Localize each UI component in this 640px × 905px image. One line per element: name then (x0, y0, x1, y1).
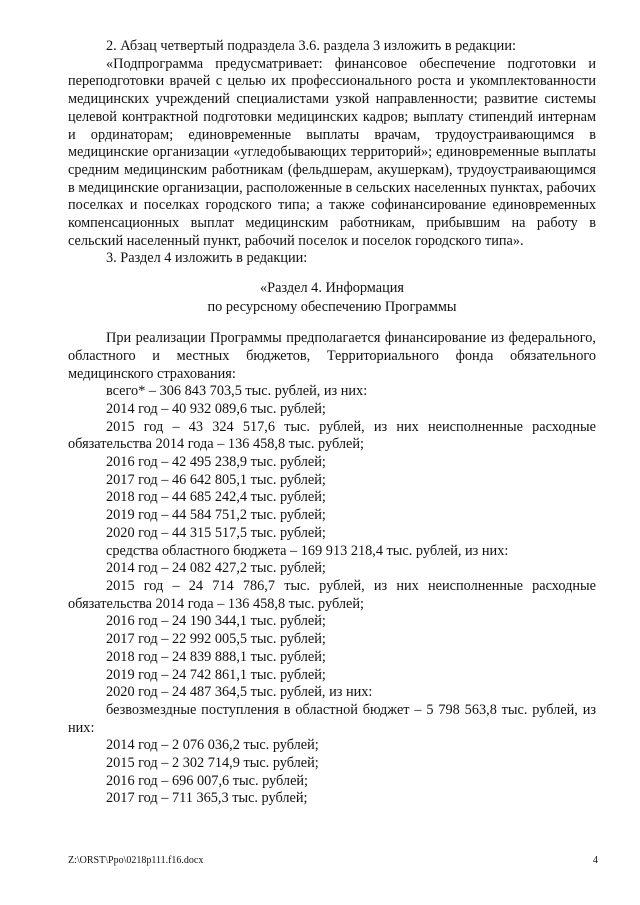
financing-regional: средства областного бюджета – 169 913 218,4 тыс. рублей, из них: (106, 542, 509, 559)
financing-total-2018: 2018 год – 44 685 242,4 тыс. рублей; (106, 489, 326, 506)
financing-total-2016: 2016 год – 42 495 238,9 тыс. рублей; (106, 454, 326, 471)
financing-total-2017: 2017 год – 46 642 805,1 тыс. рублей; (106, 471, 326, 488)
section-heading-line1: «Раздел 4. Информация (260, 280, 404, 297)
financing-gratuitous-2017: 2017 год – 711 365,3 тыс. рублей; (106, 790, 308, 807)
financing-regional-2016: 2016 год – 24 190 344,1 тыс. рублей; (106, 613, 326, 630)
financing-total-2015: 2015 год – 43 324 517,6 тыс. рублей, из них неисполненные расходные обязательства 2014 года – 136 458,8 тыс. рублей; (68, 418, 596, 453)
section-heading-line2: по ресурсному обеспечению Программы (207, 299, 457, 316)
paragraph-amendment-3: 3. Раздел 4 изложить в редакции: (106, 250, 308, 267)
financing-gratuitous: безвозмездные поступления в областной бюджет – 5 798 563,8 тыс. рублей, из них: (68, 701, 596, 736)
financing-regional-2015: 2015 год – 24 714 786,7 тыс. рублей, из них неисполненные расходные обязательства 2014 года – 136 458,8 тыс. рублей; (68, 577, 596, 612)
financing-regional-2017: 2017 год – 22 992 005,5 тыс. рублей; (106, 631, 326, 648)
financing-regional-2014: 2014 год – 24 082 427,2 тыс. рублей; (106, 560, 326, 577)
financing-regional-2020: 2020 год – 24 487 364,5 тыс. рублей, из них: (106, 684, 373, 701)
paragraph-subprogram: «Подпрограмма предусматривает: финансовое обеспечение подготовки и переподготовки врачей с целью их профессионального роста и укомплектованности медицинских учреждений специалистами узкой направленности; развитие системы целевой контрактной подготовки медицинских кадров; выплату стипендий интернам и ординаторам; единовременные выплаты врачам, трудоустраивающимся в медицинские организации «угледобывающих территорий»; единовременные выплаты средним медицинским работникам (фельдшерам, акушеркам), трудоустраивающимся в медицинские организации, расположенные в сельских населенных пунктах, рабочих поселках и поселках городского типа; а также софинансирование единовременных компенсационных выплат медицинским работникам, прибывшим на работу в сельский населенный пункт, рабочий поселок и поселок городского типа». (68, 55, 596, 249)
financing-total-2020: 2020 год – 44 315 517,5 тыс. рублей; (106, 524, 326, 541)
document-body (68, 38, 596, 808)
footer-file-path: Z:\ORST\Ppo\0218p111.f16.docx (68, 855, 204, 866)
financing-regional-2019: 2019 год – 24 742 861,1 тыс. рублей; (106, 666, 326, 683)
financing-total: всего* – 306 843 703,5 тыс. рублей, из них: (106, 383, 368, 400)
financing-gratuitous-2014: 2014 год – 2 076 036,2 тыс. рублей; (106, 737, 319, 754)
financing-gratuitous-2015: 2015 год – 2 302 714,9 тыс. рублей; (106, 755, 319, 772)
financing-total-2019: 2019 год – 44 584 751,2 тыс. рублей; (106, 507, 326, 524)
paragraph-amendment-2: 2. Абзац четвертый подраздела 3.6. раздела 3 изложить в редакции: (106, 38, 516, 54)
financing-regional-2018: 2018 год – 24 839 888,1 тыс. рублей; (106, 648, 326, 665)
financing-intro: При реализации Программы предполагается финансирование из федерального, областного и местных бюджетов, Территориального фонда обязательного медицинского страхования: (68, 330, 596, 382)
footer-page-number: 4 (593, 855, 598, 866)
financing-gratuitous-2016: 2016 год – 696 007,6 тыс. рублей; (106, 772, 309, 789)
financing-total-2014: 2014 год – 40 932 089,6 тыс. рублей; (106, 400, 326, 417)
